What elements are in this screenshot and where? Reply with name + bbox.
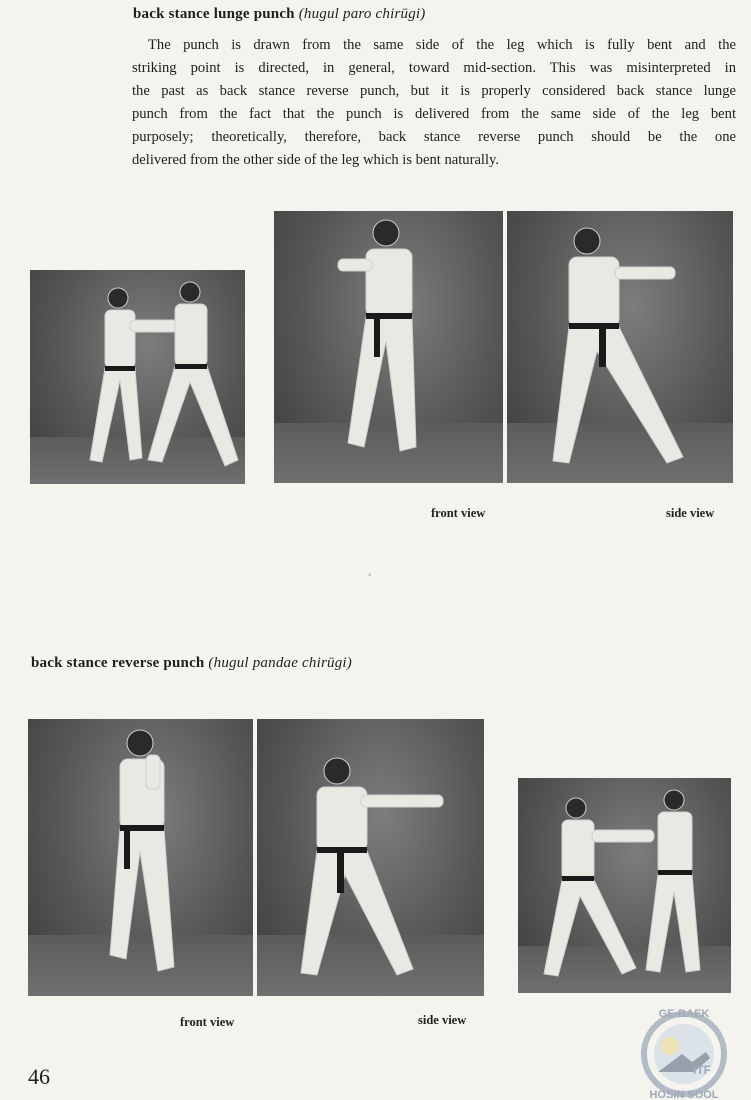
figure-illustration: [257, 719, 484, 996]
ge-baek-hosin-sool-logo: [622, 1002, 746, 1100]
paragraph-line: striking point is directed, in general, toward mid-section. This was misinterpreted in: [132, 60, 736, 76]
photo-reverse-punch-pair: [518, 778, 731, 993]
paragraph-line: punch from the fact that the punch is delivered from the same side of the leg bent: [132, 106, 736, 122]
figure-illustration: [28, 719, 253, 996]
logo-bottom-text: HOSIN SOOL: [649, 1089, 719, 1100]
paragraph-line: delivered from the other side of the leg which is bent naturally.: [132, 152, 500, 168]
photo-reverse-punch-front: [28, 719, 253, 996]
page-number: 46: [28, 1064, 50, 1089]
caption-side-view-2: side view: [418, 1013, 467, 1027]
section-1-title-text: back stance lunge punch: [133, 6, 295, 22]
figures-illustration: [518, 778, 731, 993]
figure-illustration: [507, 211, 733, 483]
figures-illustration: [30, 270, 245, 484]
logo-top-text: GE-BAEK: [658, 1008, 710, 1020]
paragraph-line: purposely; theoretically, therefore, back stance reverse punch should be the one: [132, 129, 736, 145]
section-2-title: [31, 655, 352, 672]
paper-speck: ◦: [368, 570, 372, 581]
paragraph-line: The punch is drawn from the same side of the leg which is fully bent and the: [148, 37, 736, 53]
section-1-title: [133, 6, 425, 23]
photo-lunge-punch-pair: [30, 270, 245, 484]
caption-front-view-2: front view: [180, 1015, 235, 1029]
section-1-romanization: (hugul paro chirūgi): [298, 6, 426, 22]
photo-lunge-punch-front: [274, 211, 503, 483]
logo-center-text: ITF: [693, 1063, 711, 1077]
section-1-paragraph: [132, 34, 736, 172]
figure-illustration: [274, 211, 503, 483]
photo-reverse-punch-side: [257, 719, 484, 996]
paragraph-line: the past as back stance reverse punch, but it is properly considered back stance lunge: [132, 83, 736, 99]
caption-side-view-1: side view: [666, 506, 715, 520]
section-2-romanization: (hugul pandae chirūgi): [208, 655, 352, 671]
section-2-title-text: back stance reverse punch: [31, 655, 205, 671]
photo-lunge-punch-side: [507, 211, 733, 483]
caption-front-view-1: front view: [431, 506, 486, 520]
